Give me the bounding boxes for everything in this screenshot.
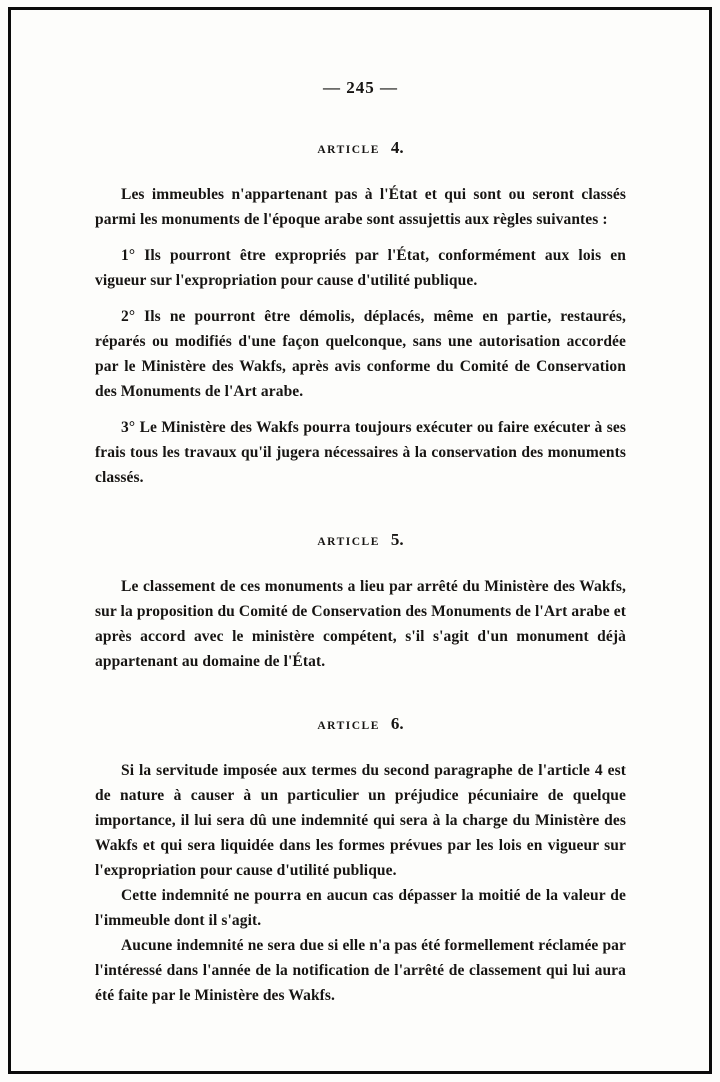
paragraph: Le classement de ces monuments a lieu par arrêté du Ministère des Wakfs, sur la proposition du Comité de Conservation des Monuments de l'Art arabe et après accord avec le ministère compétent, s'il s'agit d'un monument déjà appartenant au domaine de l'État. [95, 578, 626, 670]
paragraph: Cette indemnité ne pourra en aucun cas dépasser la moitié de la valeur de l'immeuble dont il s'agit. [95, 887, 626, 929]
paragraph: 2° Ils ne pourront être démolis, déplacés, même en partie, restaurés, réparés ou modifiés d'une façon quelconque, sans une autorisation accordée par le Ministère des Wakfs, après avis conforme du Comité de Conservation des Monuments de l'Art arabe. [95, 308, 626, 400]
article-heading-number: 4. [390, 138, 404, 157]
paragraph: 1° Ils pourront être expropriés par l'État, conformément aux lois en vigueur sur l'expropriation pour cause d'utilité publique. [95, 247, 626, 289]
article-heading-label: ARTICLE [317, 536, 380, 548]
article-heading-number: 6. [390, 714, 404, 733]
article-4-section [95, 136, 626, 490]
article-4-heading [95, 136, 626, 160]
article-6-heading [95, 712, 626, 736]
paragraph: Aucune indemnité ne sera due si elle n'a pas été formellement réclamée par l'intéressé dans l'année de la notification de l'arrêté de classement qui lui aura été faite par le Ministère des Wakfs. [95, 937, 626, 1004]
paragraph: 3° Le Ministère des Wakfs pourra toujours exécuter ou faire exécuter à ses frais tous les travaux qu'il jugera nécessaires à la conservation des monuments classés. [95, 419, 626, 486]
paragraph: Les immeubles n'appartenant pas à l'État et qui sont ou seront classés parmi les monuments de l'époque arabe sont assujettis aux règles suivantes : [95, 186, 626, 228]
article-heading-number: 5. [390, 530, 404, 549]
page-number: — 245 — [323, 78, 398, 97]
article-heading-label: ARTICLE [317, 720, 380, 732]
article-5-section [95, 528, 626, 674]
paragraph: Si la servitude imposée aux termes du second paragraphe de l'article 4 est de nature à causer à un particulier un préjudice pécuniaire de quelque importance, il lui sera dû une indemnité qui sera à la charge du Ministère des Wakfs et qui sera liquidée dans les formes prévues par les lois en vigueur sur l'expropriation pour cause d'utilité publique. [95, 762, 626, 879]
article-heading-label: ARTICLE [317, 144, 380, 156]
article-5-heading [95, 528, 626, 552]
article-6-section [95, 712, 626, 1008]
